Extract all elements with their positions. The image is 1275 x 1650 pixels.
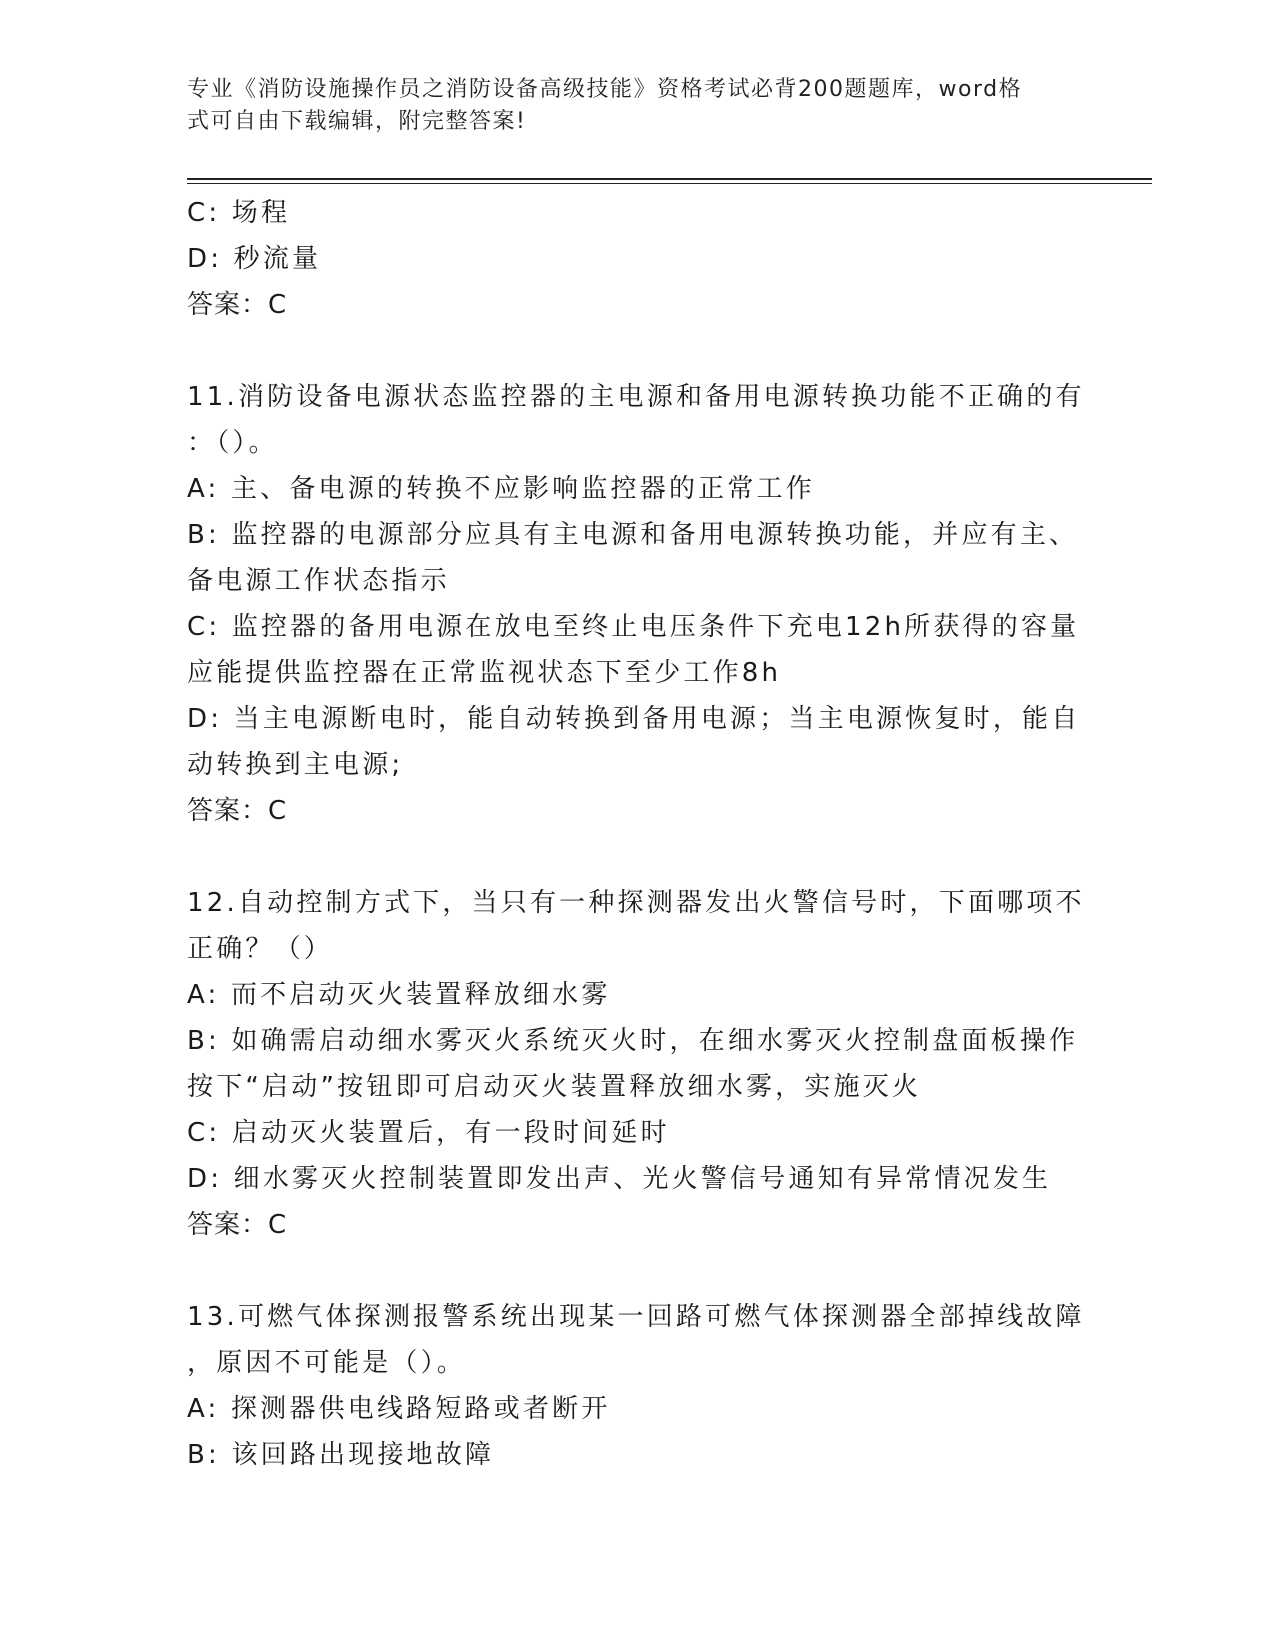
answer: 答案：C	[187, 1210, 288, 1240]
answer: 答案：C	[187, 290, 288, 320]
option-d: D: 细水雾灭火控制装置即发出声、光火警信号通知有异常情况发生	[187, 1164, 1052, 1194]
option-b-continued: 备电源工作状态指示	[187, 566, 450, 596]
option-c: C: 场程	[187, 198, 291, 228]
option-a: A: 而不启动灭火装置释放细水雾	[187, 980, 611, 1010]
question-stem-continued: ，原因不可能是（）。	[187, 1348, 467, 1378]
option-d-continued: 动转换到主电源;	[187, 750, 404, 780]
previous-question-tail	[187, 190, 1087, 328]
question-stem-continued: 正确？（）	[187, 934, 334, 964]
question-stem: 11.消防设备电源状态监控器的主电源和备用电源转换功能不正确的有	[187, 382, 1085, 412]
option-a: A: 主、备电源的转换不应影响监控器的正常工作	[187, 474, 815, 504]
option-b: B: 如确需启动细水雾灭火系统灭火时，在细水雾灭火控制盘面板操作	[187, 1026, 1079, 1056]
option-b: B: 该回路出现接地故障	[187, 1440, 495, 1470]
document-body	[187, 190, 1087, 1478]
option-b-continued: 按下“启动”按钮即可启动灭火装置释放细水雾，实施灭火	[187, 1072, 922, 1102]
header-divider	[187, 178, 1152, 184]
option-b: B: 监控器的电源部分应具有主电源和备用电源转换功能，并应有主、	[187, 520, 1079, 550]
spacer	[187, 1248, 1087, 1294]
question-11	[187, 374, 1087, 834]
header-title-line-1: 专业《消防设施操作员之消防设备高级技能》资格考试必背200题题库，word格	[187, 77, 1023, 102]
question-stem: 12.自动控制方式下，当只有一种探测器发出火警信号时，下面哪项不	[187, 888, 1085, 918]
option-d: D: 秒流量	[187, 244, 322, 274]
document-header	[187, 74, 1067, 138]
question-12	[187, 880, 1087, 1248]
spacer	[187, 328, 1087, 374]
question-stem: 13.可燃气体探测报警系统出现某一回路可燃气体探测器全部掉线故障	[187, 1302, 1085, 1332]
header-title-line-2: 式可自由下载编辑，附完整答案!	[187, 109, 527, 134]
option-c-continued: 应能提供监控器在正常监视状态下至少工作8h	[187, 658, 782, 688]
question-13	[187, 1294, 1087, 1478]
option-c: C: 启动灭火装置后，有一段时间延时	[187, 1118, 670, 1148]
option-c: C: 监控器的备用电源在放电至终止电压条件下充电12h所获得的容量	[187, 612, 1080, 642]
question-stem-continued: ：（）。	[187, 428, 278, 458]
option-a: A: 探测器供电线路短路或者断开	[187, 1394, 611, 1424]
option-d: D: 当主电源断电时，能自动转换到备用电源；当主电源恢复时，能自	[187, 704, 1081, 734]
spacer	[187, 834, 1087, 880]
answer: 答案：C	[187, 796, 288, 826]
